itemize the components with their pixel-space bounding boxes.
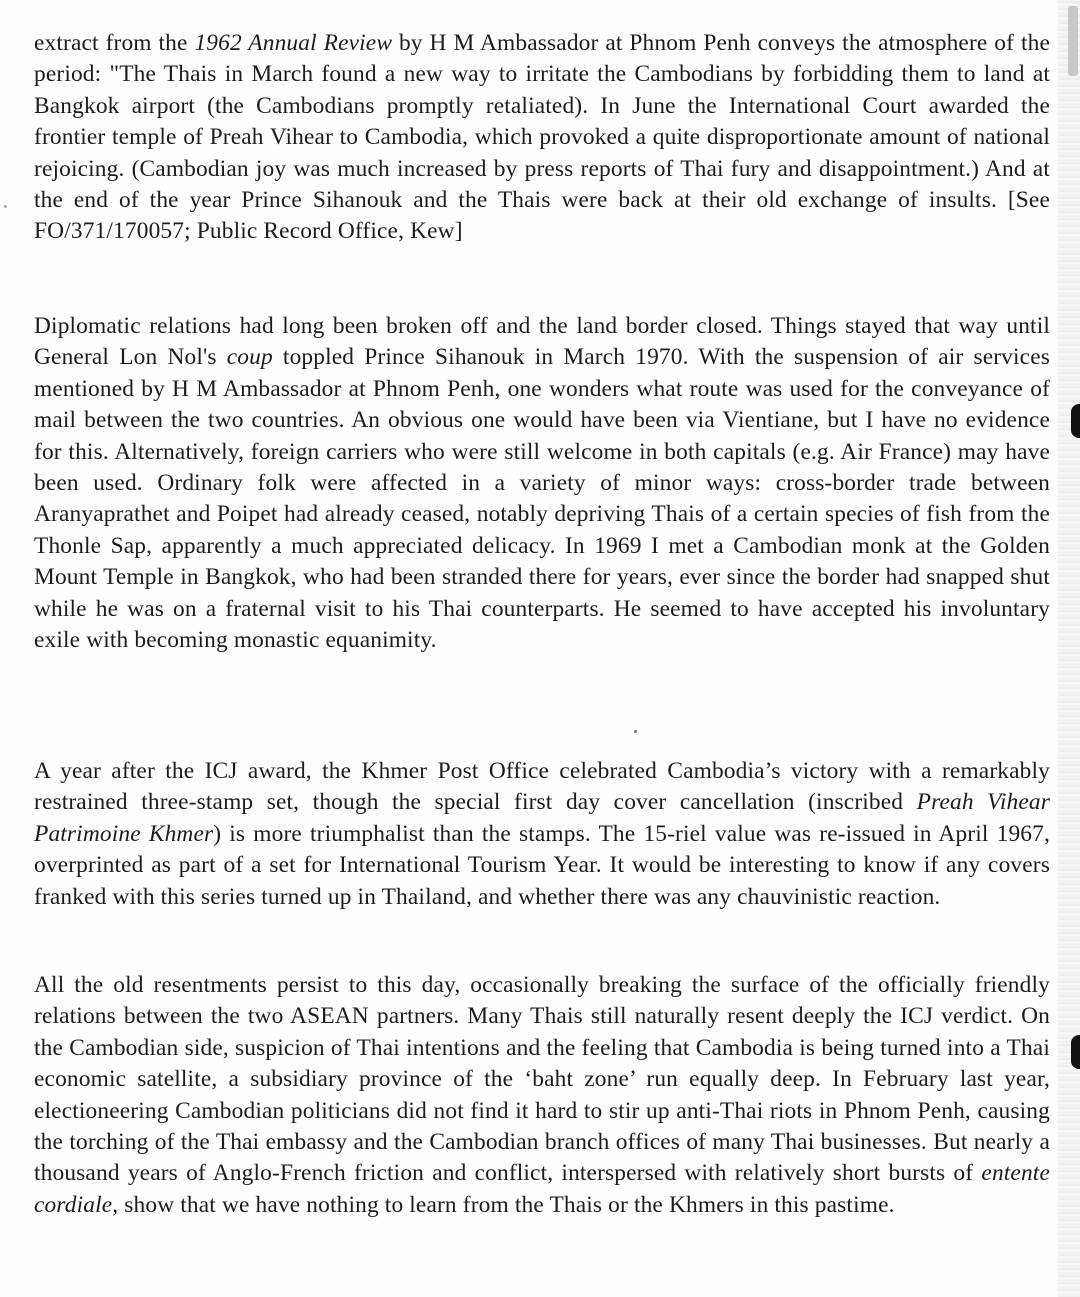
scan-speck bbox=[634, 730, 637, 733]
binding-hole-mark bbox=[1071, 1035, 1080, 1069]
paragraph-icj-stamps bbox=[34, 756, 1050, 913]
paragraph-text bbox=[34, 311, 1050, 656]
text-run: extract from the bbox=[34, 30, 195, 56]
scan-edge-mark bbox=[1068, 6, 1078, 76]
binding-hole-mark bbox=[1071, 404, 1080, 438]
scan-speck bbox=[4, 205, 7, 208]
paragraph-diplomatic-relations bbox=[34, 311, 1050, 656]
italic-title: 1962 Annual Review bbox=[194, 30, 393, 56]
scan-edge-shadow bbox=[1058, 0, 1080, 1297]
text-run: A year after the ICJ award, the Khmer Post Office celebrated Cambodia’s victory with a remarkably restrained three-stamp set, though the special first day cover cancellation (inscribed bbox=[34, 758, 1050, 816]
text-run: , show that we have nothing to learn from the Thais or the Khmers in this pastime. bbox=[112, 1191, 895, 1218]
italic-inscription: Preah Vihear Patrimoine Khmer bbox=[34, 789, 1050, 847]
text-run: ) is more triumphalist than the stamps. The 15-riel value was re-issued in April 1967, overprinted as part of a set for International Tourism Year. It would be interesting to know if any covers franked with this series turned up in Thailand, and whether there was any chauvinistic reaction. bbox=[34, 820, 1050, 910]
paragraph-annual-review-extract bbox=[34, 28, 1050, 248]
text-run: Diplomatic relations had long been broken off and the land border closed. Things stayed that way until General Lon Nol's bbox=[34, 313, 1050, 371]
paragraph-text bbox=[34, 970, 1050, 1221]
paragraph-old-resentments bbox=[34, 970, 1050, 1221]
text-run: All the old resentments persist to this day, occasionally breaking the surface of the officially friendly relations between the two ASEAN partners. Many Thais still naturally resent deeply the ICJ verdict. On the Cambodian side, suspicion of Thai intentions and the feeling that Cambodia is being turned into a Thai economic satellite, a subsidiary province of the ‘baht zone’ run equally deep. In February last year, electioneering Cambodian politicians did not find it hard to stir up anti-Thai riots in Phnom Penh, causing the torching of the Thai embassy and the Cambodian branch offices of many Thai businesses. But nearly a thousand years of Anglo-French friction and conflict, interspersed with relatively short bursts of bbox=[34, 972, 1050, 1187]
italic-phrase: entente cordiale bbox=[34, 1160, 1050, 1218]
italic-term: coup bbox=[226, 344, 273, 371]
text-run: by H M Ambassador at Phnom Penh conveys the atmosphere of the period: "The Thais in March found a new way to irritate the Cambodians by forbidding them to land at Bangkok airport (the Cambodians promptly retaliated). In June the International Court awarded the frontier temple of Preah Vihear to Cambodia, which provoked a quite disproportionate amount of national rejoicing. (Cambodian joy was much increased by press reports of Thai fury and disappointment.) And at the end of the year Prince Sihanouk and the Thais were back at their old exchange of insults. [See FO/371/170057; Public Record Office, Kew] bbox=[34, 30, 1050, 245]
paragraph-text bbox=[34, 28, 1050, 248]
paragraph-text bbox=[34, 756, 1050, 913]
text-run: toppled Prince Sihanouk in March 1970. With the suspension of air services mentioned by H M Ambassador at Phnom Penh, one wonders what route was used for the conveyance of mail between the two countries. An obvious one would have been via Vientiane, but I have no evidence for this. Alternatively, foreign carriers who were still welcome in both capitals (e.g. Air France) may have been used. Ordinary folk were affected in a variety of minor ways: cross-border trade between Aranyaprathet and Poipet had already ceased, notably depriving Thais of a certain species of fish from the Thonle Sap, apparently a much appreciated delicacy. In 1969 I met a Cambodian monk at the Golden Mount Temple in Bangkok, who had been stranded there for years, ever since the border had snapped shut while he was on a fraternal visit to his Thai counterparts. He seemed to have accepted his involuntary exile with becoming monastic equanimity. bbox=[34, 344, 1050, 654]
